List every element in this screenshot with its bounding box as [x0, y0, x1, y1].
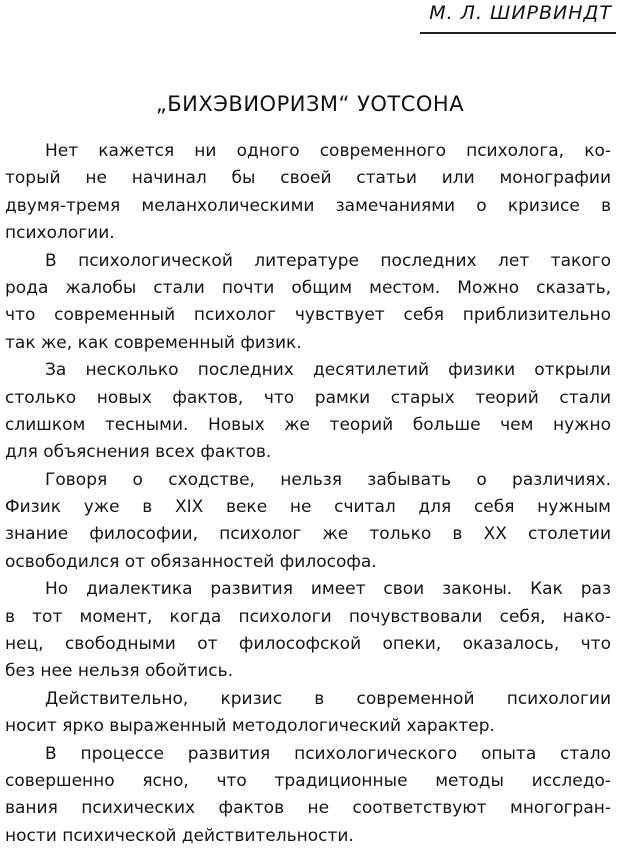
article-title: „БИХЭВИОРИЗМ“ УОТСОНА [155, 92, 465, 116]
text-line: знание философии, психолог же только в XX столетии [5, 524, 611, 545]
text-line: торый не начинал бы своей статьи или монографии [5, 168, 611, 189]
text-line: рода жалобы стали почти общим местом. Можно сказать, [5, 277, 611, 298]
text-line: В процессе развития психологического опыта стало [45, 743, 611, 764]
text-line: Говоря о сходстве, нельзя забывать о различиях. [45, 469, 611, 490]
text-line: двумя-тремя меланхолическими замечаниями о кризисе в [5, 195, 611, 216]
text-line: столько новых фактов, что рамки старых теорий стали [5, 387, 611, 408]
text-line: для объяснения всех фактов. [5, 442, 272, 463]
text-line: Действительно, кризис в современной психологии [45, 688, 611, 709]
text-line: За несколько последних десятилетий физики открыли [45, 360, 611, 381]
text-line: освободился от обязанностей философа. [5, 551, 377, 572]
text-line: Нет кажется ни одного современного психолога, ко- [45, 141, 611, 161]
text-line: без нее нельзя обойтись. [5, 661, 234, 682]
text-line: что современный психолог чувствует себя приблизительно [5, 305, 611, 326]
text-line: Физик уже в XIX веке не считал для себя нужным [5, 497, 611, 518]
text-line: совершенно ясно, что традиционные методы исследо- [5, 770, 611, 791]
text-line: В психологической литературе последних лет такого [45, 250, 611, 271]
text-line: в тот момент, когда психологи почувствовали себя, нако- [5, 606, 611, 627]
text-line: вания психических фактов не соответствуют многогран- [5, 798, 611, 819]
text-line: носит ярко выраженный методологический характер. [5, 716, 495, 737]
text-line: Но диалектика развития имеет свои законы. Как раз [45, 579, 611, 600]
text-line: ности психической действительности. [5, 825, 354, 846]
author-name: М. Л. ШИРВИНДТ [429, 2, 612, 24]
text-line: психологии. [5, 223, 115, 244]
text-line: слишком тесными. Новых же теорий больше чем нужно [5, 414, 611, 435]
text-line: нец, свободными от философской опеки, оказалось, что [5, 634, 611, 655]
article-body [5, 138, 611, 850]
header-rule [420, 32, 616, 34]
text-line: так же, как современный физик. [5, 332, 302, 353]
